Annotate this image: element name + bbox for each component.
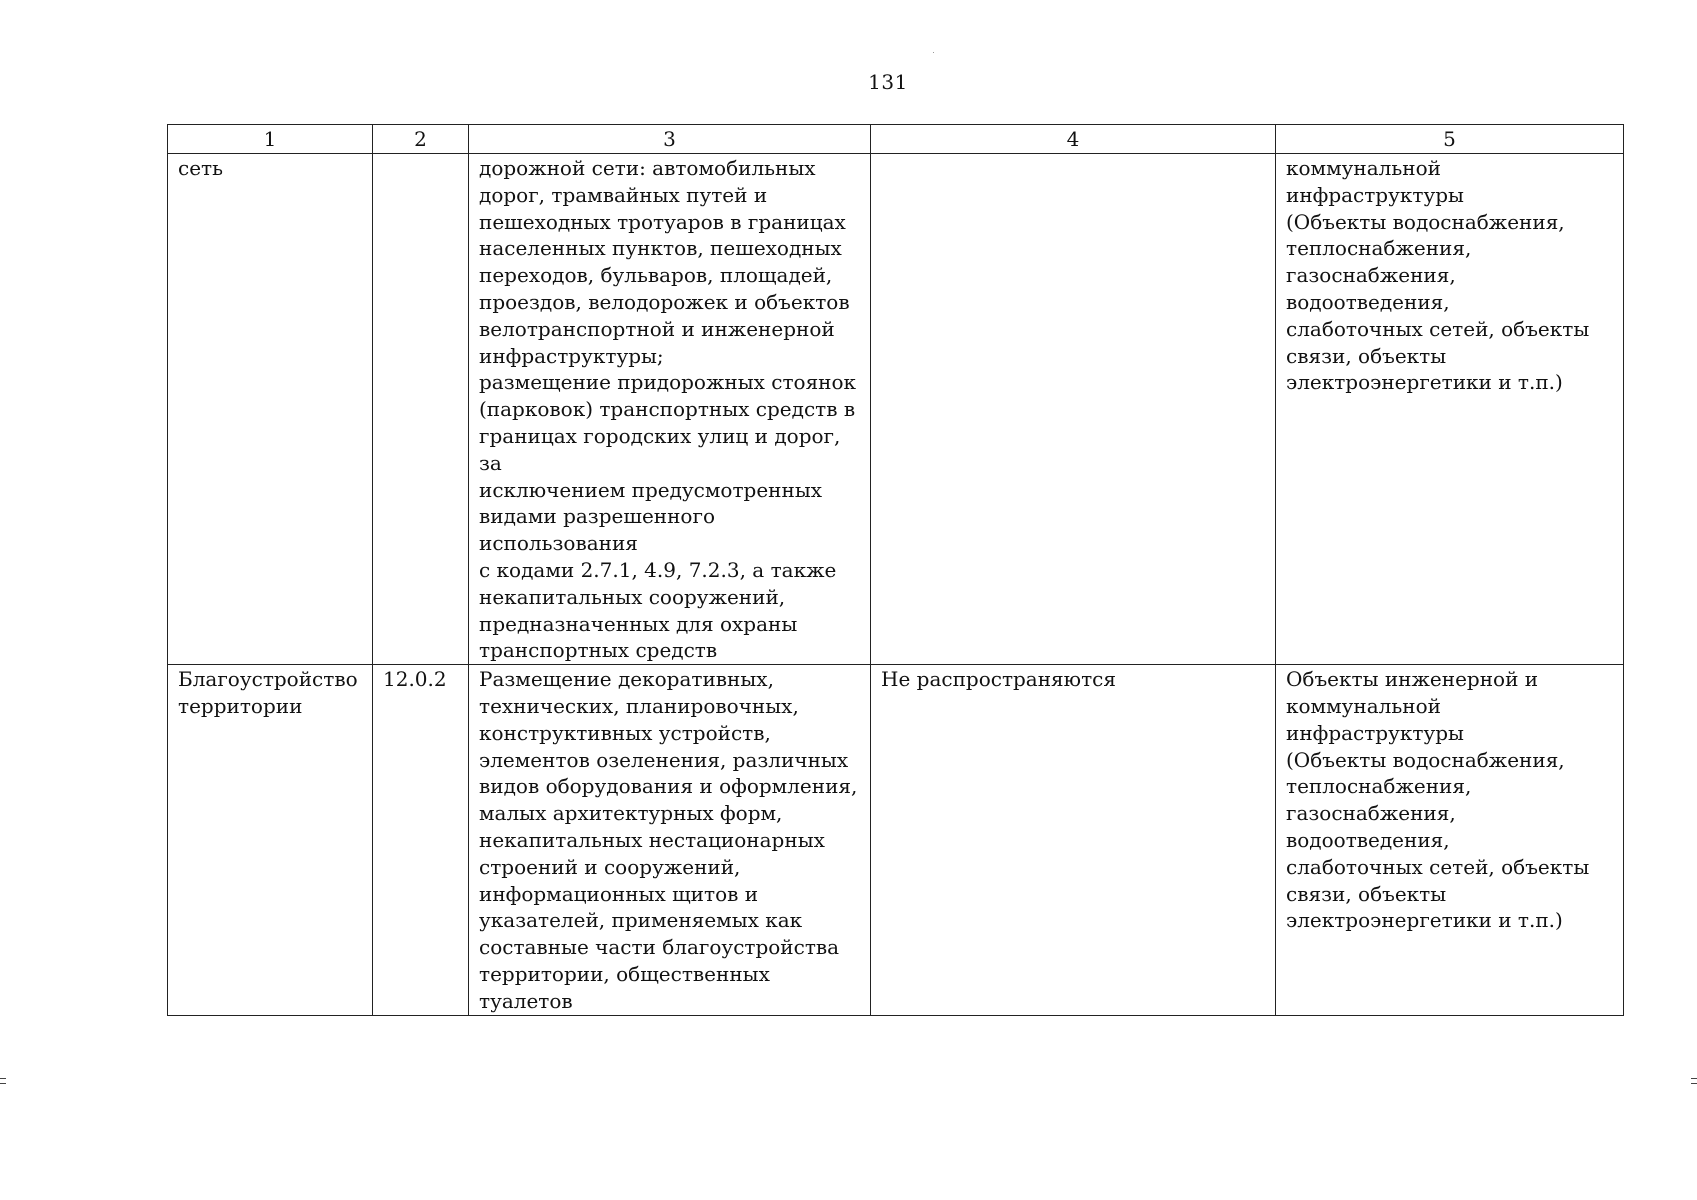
use-description-cell: Размещение декоративных, технических, планировочных, конструктивных устройств, элементов озеленения, различных видов оборудования и оформления, малых архитектурных форм, некапитальных нестационарных строений и сооружений, информационных щитов и указателей, применяемых как составные части благоустройства территории, общественных туалетов bbox=[469, 665, 871, 1015]
scan-speck bbox=[933, 52, 934, 53]
left-edge-mark bbox=[0, 1083, 6, 1084]
use-name-cell: Благоустройство территории bbox=[168, 665, 373, 1015]
use-name-cell: сеть bbox=[168, 154, 373, 665]
table-row bbox=[168, 154, 1624, 665]
restrictions-cell: Не распространяются bbox=[871, 665, 1276, 1015]
permitted-objects-cell: коммунальной инфраструктуры (Объекты водоснабжения, теплоснабжения, газоснабжения, водоотведения, слаботочных сетей, объекты связи, объекты электроэнергетики и т.п.) bbox=[1276, 154, 1624, 665]
column-number-3: 3 bbox=[469, 125, 871, 154]
right-edge-mark bbox=[1691, 1078, 1697, 1079]
use-description-cell: дорожной сети: автомобильных дорог, трамвайных путей и пешеходных тротуаров в границах населенных пунктов, пешеходных переходов, бульваров, площадей, проездов, велодорожек и объектов велотранспортной и инженерной инфраструктуры; размещение придорожных стоянок (парковок) транспортных средств в границах городских улиц и дорог, за исключением предусмотренных видами разрешенного использования с кодами 2.7.1, 4.9, 7.2.3, а также некапитальных сооружений, предназначенных для охраны транспортных средств bbox=[469, 154, 871, 665]
column-number-1: 1 bbox=[168, 125, 373, 154]
page-number: 131 bbox=[868, 70, 908, 94]
column-number-4: 4 bbox=[871, 125, 1276, 154]
right-edge-mark bbox=[1691, 1083, 1697, 1084]
use-code-cell: 12.0.2 bbox=[373, 665, 469, 1015]
restrictions-cell bbox=[871, 154, 1276, 665]
table-header-row bbox=[168, 125, 1624, 154]
permitted-objects-cell: Объекты инженерной и коммунальной инфраструктуры (Объекты водоснабжения, теплоснабжения, газоснабжения, водоотведения, слаботочных сетей, объекты связи, объекты электроэнергетики и т.п.) bbox=[1276, 665, 1624, 1015]
use-code-cell bbox=[373, 154, 469, 665]
column-number-2: 2 bbox=[373, 125, 469, 154]
table-row bbox=[168, 665, 1624, 1015]
land-use-table bbox=[167, 124, 1624, 1016]
column-number-5: 5 bbox=[1276, 125, 1624, 154]
left-edge-mark bbox=[0, 1078, 6, 1079]
